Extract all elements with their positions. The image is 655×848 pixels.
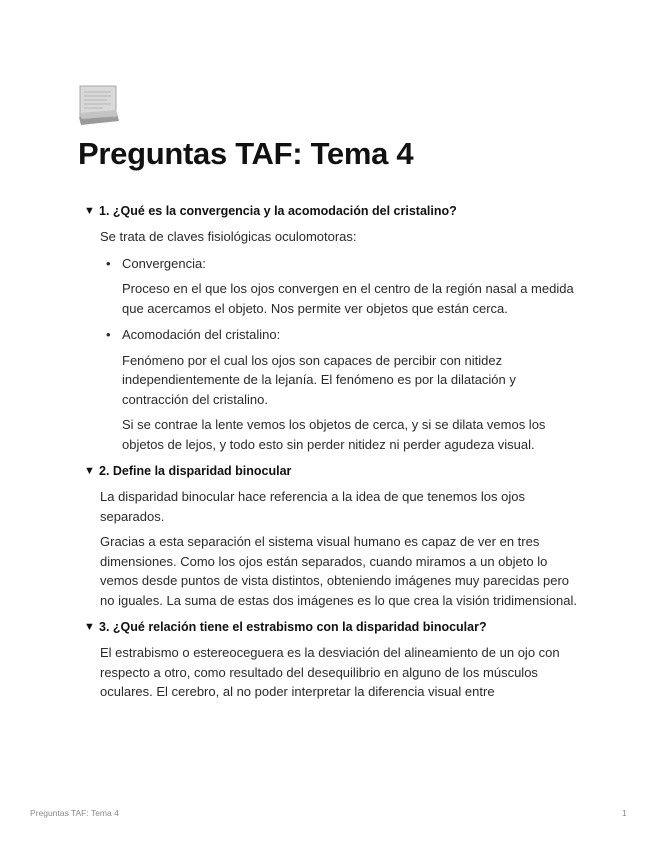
page-title: Preguntas TAF: Tema 4 (78, 136, 414, 171)
question-title: 1. ¿Qué es la convergencia y la acomodación del cristalino? (99, 204, 457, 218)
triangle-down-icon[interactable]: ▼ (84, 205, 95, 217)
paragraph: Si se contrae la lente vemos los objetos de cerca, y si se dilata vemos los objetos de lejos, y todo esto sin perder nitidez ni perder agudeza visual. (122, 417, 546, 452)
question-title: 3. ¿Qué relación tiene el estrabismo con la disparidad binocular? (99, 620, 487, 634)
list-item-label: Acomodación del cristalino: (122, 327, 281, 342)
toggle-body-1 (84, 227, 584, 454)
toggle-header-2[interactable] (84, 460, 584, 482)
paragraph: El estrabismo o estereoceguera es la desviación del alineamiento de un ojo con respecto a otro, como resultado del desequilibrio en alguno de los músculos oculares. El cerebro, al no poder interpretar la diferencia visual entre (100, 645, 560, 699)
footer-page-number: 1 (622, 808, 627, 818)
bullet-icon: • (106, 327, 111, 342)
toggle-question-1 (84, 200, 584, 454)
list-item-label: Convergencia: (122, 255, 206, 271)
question-title: 2. Define la disparidad binocular (99, 464, 292, 478)
list-item (100, 254, 584, 319)
paragraph: Proceso en el que los ojos convergen en el centro de la región nasal a medida que acercamos el objeto. Nos permite ver objetos que están cerca. (122, 281, 574, 316)
bullet-icon: • (106, 255, 111, 271)
paragraph: La disparidad binocular hace referencia a la idea de que tenemos los ojos separados. (100, 489, 525, 524)
note-paper-icon (77, 83, 121, 127)
list-item (100, 325, 584, 454)
toggle-question-2 (84, 460, 584, 610)
triangle-down-icon[interactable]: ▼ (84, 621, 95, 633)
toggle-body-2 (84, 487, 584, 610)
toggle-header-3[interactable] (84, 616, 584, 638)
page-content (84, 200, 584, 702)
paragraph: Fenómeno por el cual los ojos son capaces de percibir con nitidez independientemente de la lejanía. El fenómeno es por la dilatación y contracción del cristalino. (122, 352, 516, 407)
paragraph: Gracias a esta separación el sistema visual humano es capaz de ver en tres dimensiones. Como los ojos están separados, cuando miramos a un objeto lo vemos desde puntos de vista distintos, obteniendo imágenes muy parecidas pero no iguales. La suma de estas dos imágenes es lo que crea la visión tridimensional. (100, 534, 577, 608)
toggle-question-3 (84, 616, 584, 702)
paragraph: Se trata de claves fisiológicas oculomotoras: (100, 229, 357, 244)
toggle-body-3 (84, 643, 584, 702)
toggle-header-1[interactable] (84, 200, 584, 222)
footer-title: Preguntas TAF: Tema 4 (30, 808, 119, 818)
triangle-down-icon[interactable]: ▼ (84, 465, 95, 477)
